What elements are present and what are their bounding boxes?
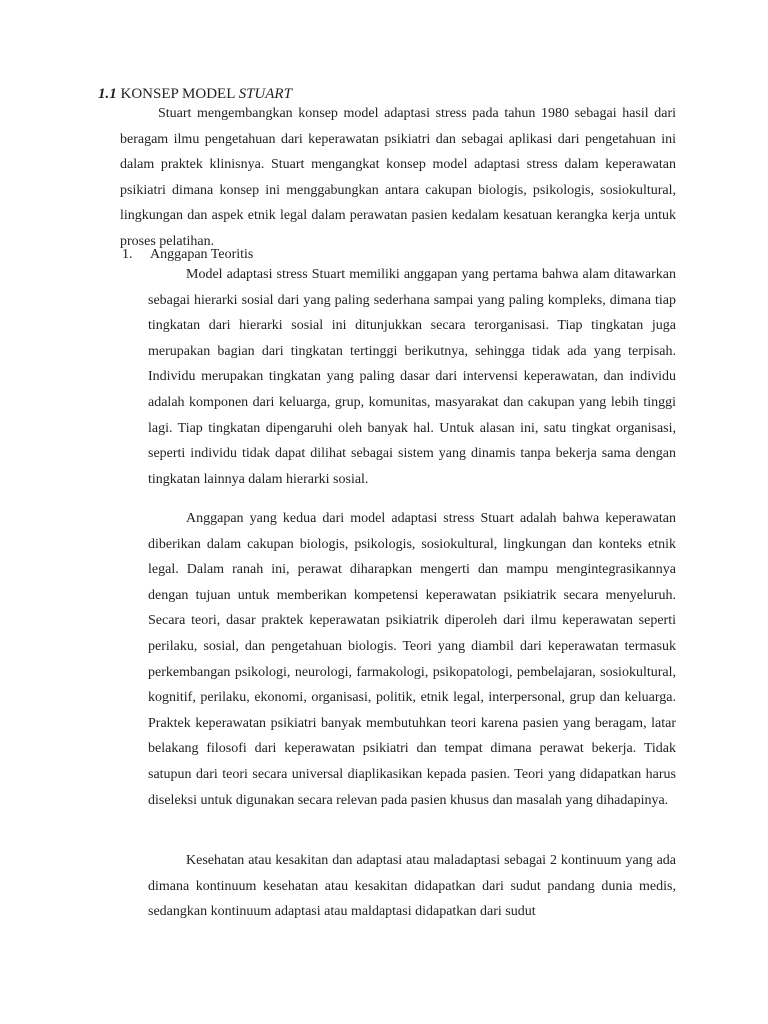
intro-paragraph: Stuart mengembangkan konsep model adaptasi stress pada tahun 1980 sebagai hasil dari beragam ilmu pengetahuan dari keperawatan psikiatri dan sebagai aplikasi dari pengetahuan ini dalam praktek klinisnya. Stuart mengangkat konsep model adaptasi stress dalam keperawatan psikiatri dimana konsep ini menggabungkan antara cakupan biologis, psikologis, sosiokultural, lingkungan dan aspek etnik legal dalam perawatan pasien kedalam kesatuan kerangka kerja untuk proses pelatihan. xyxy=(120,106,676,249)
section-title-italic: STUART xyxy=(238,86,292,102)
theory-paragraph-1: Model adaptasi stress Stuart memiliki anggapan yang pertama bahwa alam ditawarkan sebagai hierarki sosial dari yang paling sederhana sampai yang paling kompleks, dimana tiap tingkatan dari hierarki sosial ini ditunjukkan secara terorganisasi. Tiap tingkatan juga merupakan bagian dari tingkatan tertinggi berikutnya, sehingga tidak ada yang terpisah. Individu merupakan tingkatan yang paling dasar dari intervensi keperawatan, dan individu adalah komponen dari keluarga, grup, komunitas, masyarakat dan cakupan yang lebih tinggi lagi. Tiap tingkatan dipengaruhi oleh banyak hal. Untuk alasan ini, satu tingkat organisasi, seperti individu tidak dapat dilihat sebagai sistem yang dinamis tanpa bekerja sama dengan tingkatan lainnya dalam hierarki sosial. xyxy=(148,267,676,487)
section-title: KONSEP MODEL xyxy=(120,86,235,102)
theory-paragraph-3: Kesehatan atau kesakitan dan adaptasi atau maladaptasi sebagai 2 kontinuum yang ada dimana kontinuum kesehatan atau kesakitan didapatkan dari sudut pandang dunia medis, sedangkan kontinuum adaptasi atau maldaptasi didapatkan dari sudut xyxy=(148,853,676,920)
theory-paragraph-2: Anggapan yang kedua dari model adaptasi stress Stuart adalah bahwa keperawatan diberikan dalam cakupan biologis, psikologis, sosiokultural, lingkungan dan konteks etnik legal. Dalam ranah ini, perawat diharapkan mengerti dan mampu mengintegrasikannya dengan tujuan untuk memberikan kompetensi keperawatan psikiatrik secara menyeluruh. Secara teori, dasar praktek keperawatan psikiatrik diperoleh dari ilmu keperawatan seperti perilaku, sosial, dan pengetahuan biologis. Teori yang diambil dari keperawatan termasuk perkembangan psikologi, neurologi, farmakologi, psikopatologi, pembelajaran, sosiokultural, kognitif, perilaku, ekonomi, organisasi, politik, etnik legal, interpersonal, grup dan keluarga. Praktek keperawatan psikiatri banyak membutuhkan teori karena pasien yang beragam, latar belakang filosofi dari keperawatan psikiatri dan tempat dimana perawat bekerja. Tidak satupun dari teori secara universal diaplikasikan kepada pasien. Teori yang didapatkan harus diseleksi untuk digunakan secara relevan pada pasien khusus dan masalah yang dihadapinya. xyxy=(148,511,676,808)
section-number: 1.1 xyxy=(98,86,117,102)
list-item-number: 1. xyxy=(122,247,133,262)
list-item-title: Anggapan Teoritis xyxy=(150,247,254,262)
